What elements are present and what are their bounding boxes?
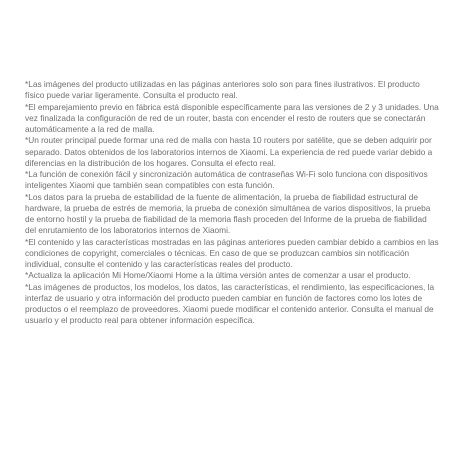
disclaimer-note-mesh-network: *Un router principal puede formar una red de malla con hasta 10 routers por satélite, que se deben adquirir por separado. Datos obtenidos de los laboratorios internos de Xiaomi. La experiencia de red puede variar debido a diferencias en la distribución de los hogares. Consulta el efecto real. [25, 135, 433, 168]
disclaimer-note-content-changes: *El contenido y las características mostradas en las páginas anteriores pueden cambiar debido a cambios en las condiciones de copyright, comerciales o técnicas. En caso de que se produzcan cambios sin notificación individual, consulte el contenido y las características reales del producto. [25, 236, 439, 269]
disclaimer-note-easy-connect: *La función de conexión fácil y sincronización automática de contraseñas Wi-Fi solo funciona con dispositivos inteligentes Xiaomi que también sean compatibles con esta función. [25, 169, 428, 191]
disclaimer-note-factory-pairing: *El emparejamiento previo en fábrica está disponible específicamente para las versiones de 2 y 3 unidades. Una vez finalizada la configuración de red de un router, basta con encender el resto de routers que se conectarán automáticamente a la red de malla. [25, 101, 439, 134]
disclaimer-note-product-info-changes: *Las imágenes de productos, los modelos, los datos, las características, el rendimiento, las especificaciones, la interfaz de usuario y otra información del producto pueden cambiar en función de factores como los lotes de productos o el reemplazo de proveedores. Xiaomi puede modificar el contenido anterior. Consulta el manual de usuario y el producto real para obtener información específica. [25, 281, 435, 326]
disclaimer-note-reliability-tests: *Los datos para la prueba de estabilidad de la fuente de alimentación, la prueba de fiabilidad estructural de hardware, la prueba de estrés de memoria, la prueba de conexión simultánea de varios dispositivos, la prueba de entorno hostil y la prueba de fiabilidad de la memoria flash proceden del Informe de la prueba de fiabilidad del enrutamiento de los laboratorios internos de Xiaomi. [25, 191, 431, 236]
disclaimer-note-illustrative-images: *Las imágenes del producto utilizadas en las páginas anteriores solo son para fines ilustrativos. El producto físico puede variar ligeramente. Consulta el producto real. [25, 79, 420, 101]
disclaimer-section [25, 79, 439, 327]
disclaimer-note-app-update: *Actualiza la aplicación Mi Home/Xiaomi Home a la última versión antes de comenzar a usar el producto. [25, 270, 411, 281]
